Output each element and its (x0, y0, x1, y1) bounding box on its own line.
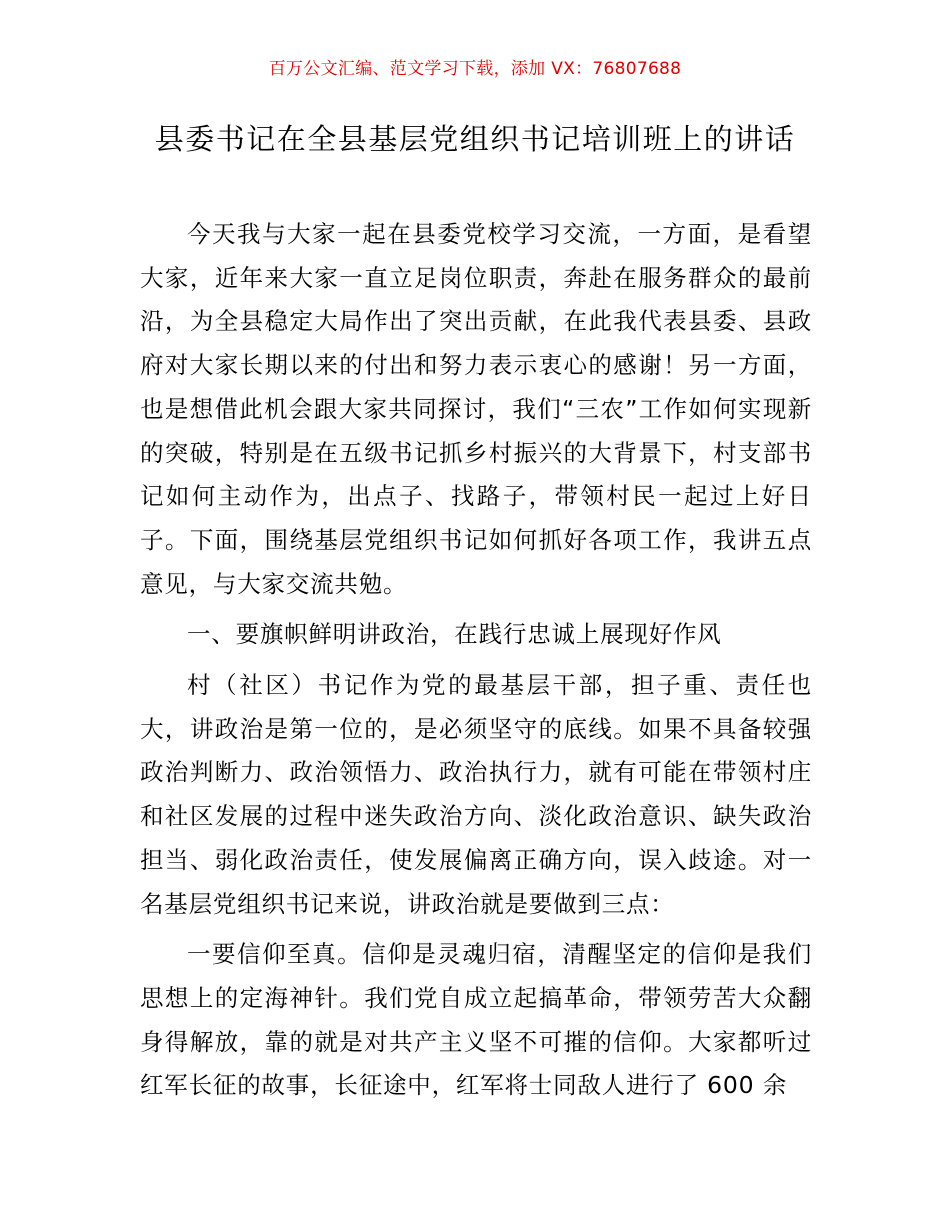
document-title: 县委书记在全县基层党组织书记培训班上的讲话 (154, 122, 796, 156)
header-watermark-note: 百万公文汇编、范文学习下载，添加 VX：76807688 (268, 59, 682, 79)
paragraph-section-1: 村（社区）书记作为党的最基层干部，担子重、责任也大，讲政治是第一位的，是必须坚守的底线。如果不具备较强政治判断力、政治领悟力、政治执行力，就有可能在带领村庄和社区发展的过程中迷失政治方向、淡化政治意识、缺失政治担当、弱化政治责任，使发展偏离正确方向，误入歧途。对一名基层党组织书记来说，讲政治就是要做到三点： (140, 671, 812, 918)
section-heading-1: 一、要旗帜鲜明讲政治，在践行忠诚上展现好作风 (187, 620, 722, 649)
paragraph-intro: 今天我与大家一起在县委党校学习交流，一方面，是看望大家，近年来大家一直立足岗位职责，奔赴在服务群众的最前沿，为全县稳定大局作出了突出贡献，在此我代表县委、县政府对大家长期以来的付出和努力表示衷心的感谢！另一方面，也是想借此机会跟大家共同探讨，我们“三农”工作如何实现新的突破，特别是在五级书记抓乡村振兴的大背景下，村支部书记如何主动作为，出点子、找路子，带领村民一起过上好日子。下面，围绕基层党组织书记如何抓好各项工作，我讲五点意见，与大家交流共勉。 (140, 220, 812, 598)
paragraph-point-1: 一要信仰至真。信仰是灵魂归宿，清醒坚定的信仰是我们思想上的定海神针。我们党自成立起搞革命，带领劳苦大众翻身得解放，靠的就是对共产主义坚不可摧的信仰。大家都听过红军长征的故事，长征途中，红军将士同敌人进行了 600 余 (140, 940, 812, 1100)
document-body (140, 213, 812, 1108)
